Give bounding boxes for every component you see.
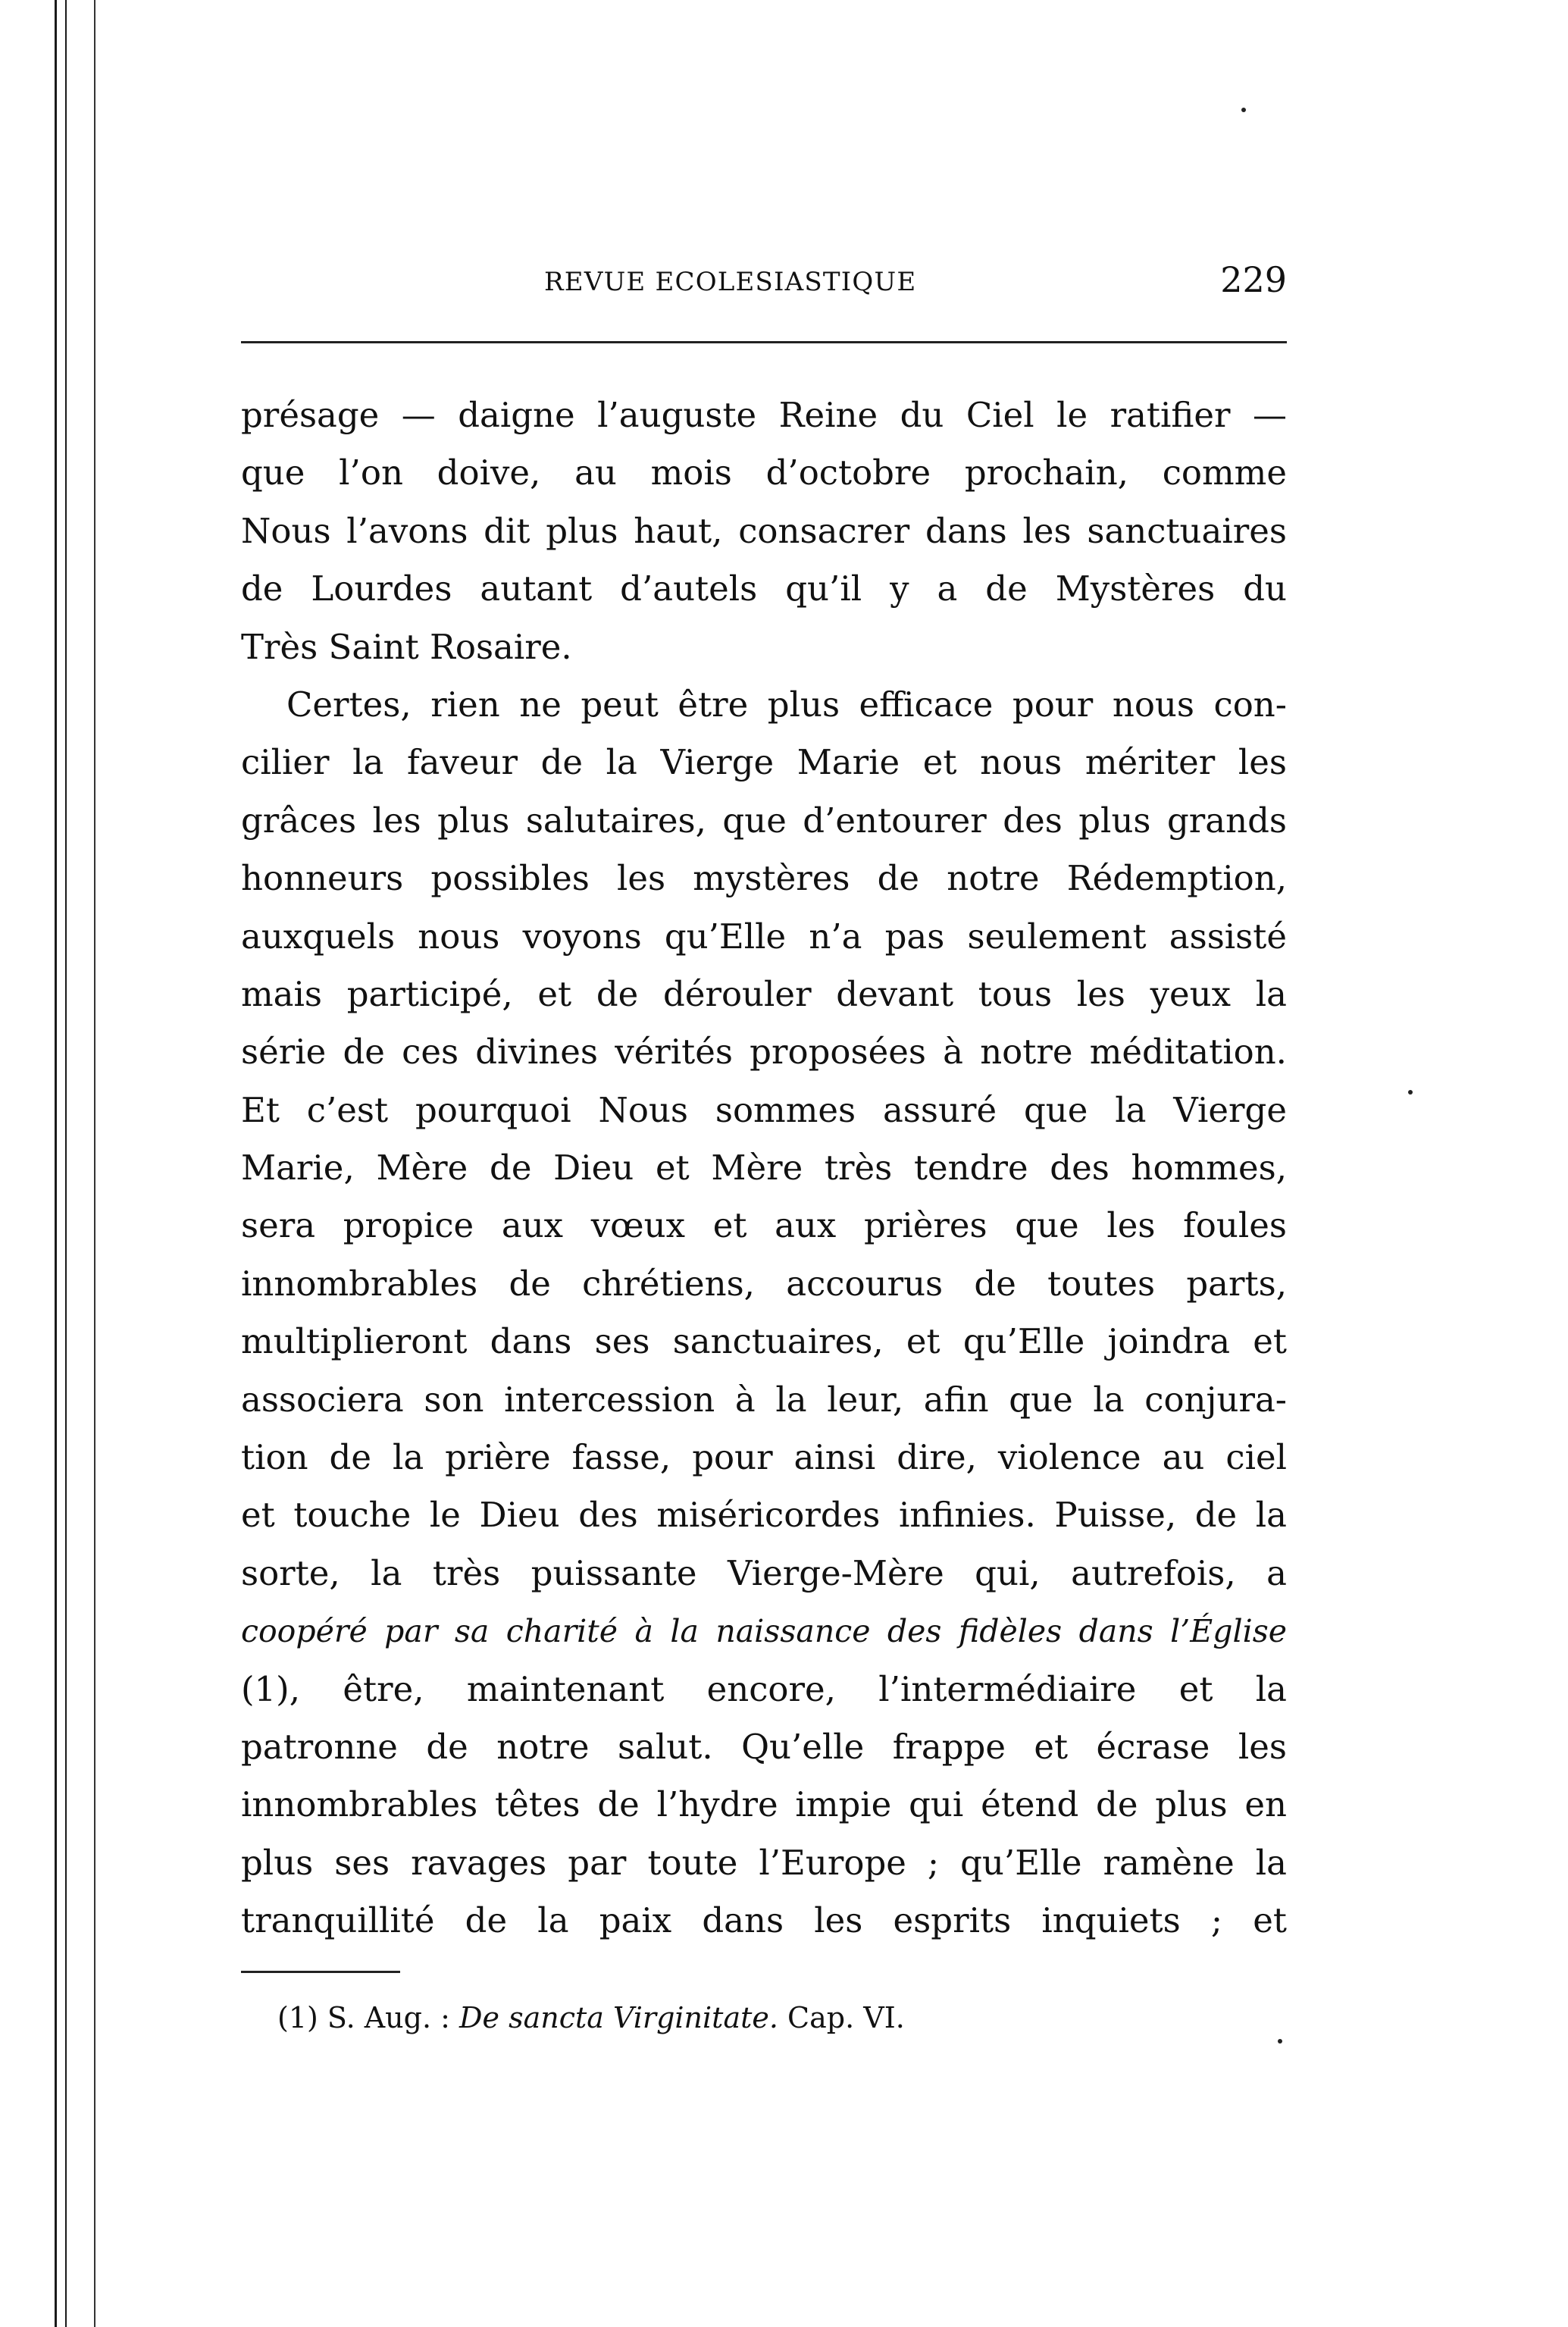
text-line: honneurs possibles les mystères de notre Rédemption, bbox=[241, 858, 1287, 899]
text-line: mais participé, et de dérouler devant tous les yeux la bbox=[241, 973, 1287, 1014]
binding-edge-line bbox=[94, 0, 95, 2327]
text-line: Nous l’avons dit plus haut, consacrer dans les sanctuaires bbox=[241, 510, 1287, 551]
text-line: série de ces divines vérités proposées à notre méditation. bbox=[241, 1032, 1287, 1073]
footnote-marker: (1) S. Aug. : bbox=[277, 2001, 460, 2034]
text-line: innombrables têtes de l’hydre impie qui étend de plus en bbox=[241, 1784, 1287, 1825]
text-line: innombrables de chrétiens, accourus de toutes parts, bbox=[241, 1263, 1287, 1304]
text-line: multiplieront dans ses sanctuaires, et qu’Elle joindra et bbox=[241, 1321, 1287, 1362]
footnote-reference: Cap. VI. bbox=[778, 2001, 905, 2034]
text-line: grâces les plus salutaires, que d’entourer des plus grands bbox=[241, 800, 1287, 841]
text-line: associera son intercession à la leur, afin que la conjura- bbox=[241, 1379, 1287, 1420]
text-line: auxquels nous voyons qu’Elle n’a pas seulement assisté bbox=[241, 916, 1287, 957]
text-line: Et c’est pourquoi Nous sommes assuré que la Vierge bbox=[241, 1089, 1287, 1130]
text-line: sera propice aux vœux et aux prières que les foules bbox=[241, 1205, 1287, 1246]
text-line: de Lourdes autant d’autels qu’il y a de Mystères du bbox=[241, 568, 1287, 609]
page-number: 229 bbox=[1220, 259, 1287, 300]
text-line: Très Saint Rosaire. bbox=[241, 626, 572, 667]
body-text bbox=[241, 387, 1287, 1950]
text-line: présage — daigne l’auguste Reine du Ciel le ratifier — bbox=[241, 395, 1287, 435]
text-line: tranquillité de la paix dans les esprits inquiets ; et bbox=[241, 1900, 1287, 1941]
text-line: Marie, Mère de Dieu et Mère très tendre des hommes, bbox=[241, 1148, 1287, 1189]
text-line: et touche le Dieu des miséricordes infinies. Puisse, de la bbox=[241, 1495, 1287, 1536]
header-rule bbox=[241, 341, 1287, 343]
text-line: tion de la prière fasse, pour ainsi dire, violence au ciel bbox=[241, 1437, 1287, 1478]
footnote bbox=[277, 2001, 905, 2034]
text-line: sorte, la très puissante Vierge-Mère qui, autrefois, a bbox=[241, 1552, 1287, 1593]
text-line: patronne de notre salut. Qu’elle frappe et écrase les bbox=[241, 1726, 1287, 1767]
text-line: Certes, rien ne peut être plus efficace pour nous con- bbox=[286, 684, 1287, 725]
scan-speck bbox=[1278, 2039, 1282, 2044]
running-head bbox=[241, 259, 1287, 317]
footnote-work-title: De sancta Virginitate. bbox=[459, 2001, 778, 2034]
binding-edge-line bbox=[55, 0, 57, 2327]
scan-speck bbox=[1408, 1090, 1413, 1095]
text-line: que l’on doive, au mois d’octobre prochain, comme bbox=[241, 453, 1287, 493]
text-line: cilier la faveur de la Vierge Marie et nous mériter les bbox=[241, 742, 1287, 783]
footnote-rule bbox=[241, 1971, 400, 1973]
text-line: plus ses ravages par toute l’Europe ; qu’Elle ramène la bbox=[241, 1842, 1287, 1883]
journal-title: REVUE ECOLESIASTIQUE bbox=[544, 267, 917, 297]
scan-speck bbox=[1241, 108, 1246, 112]
text-line: (1), être, maintenant encore, l’intermédiaire et la bbox=[241, 1668, 1287, 1709]
text-line-italic: coopéré par sa charité à la naissance des fidèles dans l’Église bbox=[241, 1613, 1287, 1650]
binding-edge-line bbox=[65, 0, 67, 2327]
